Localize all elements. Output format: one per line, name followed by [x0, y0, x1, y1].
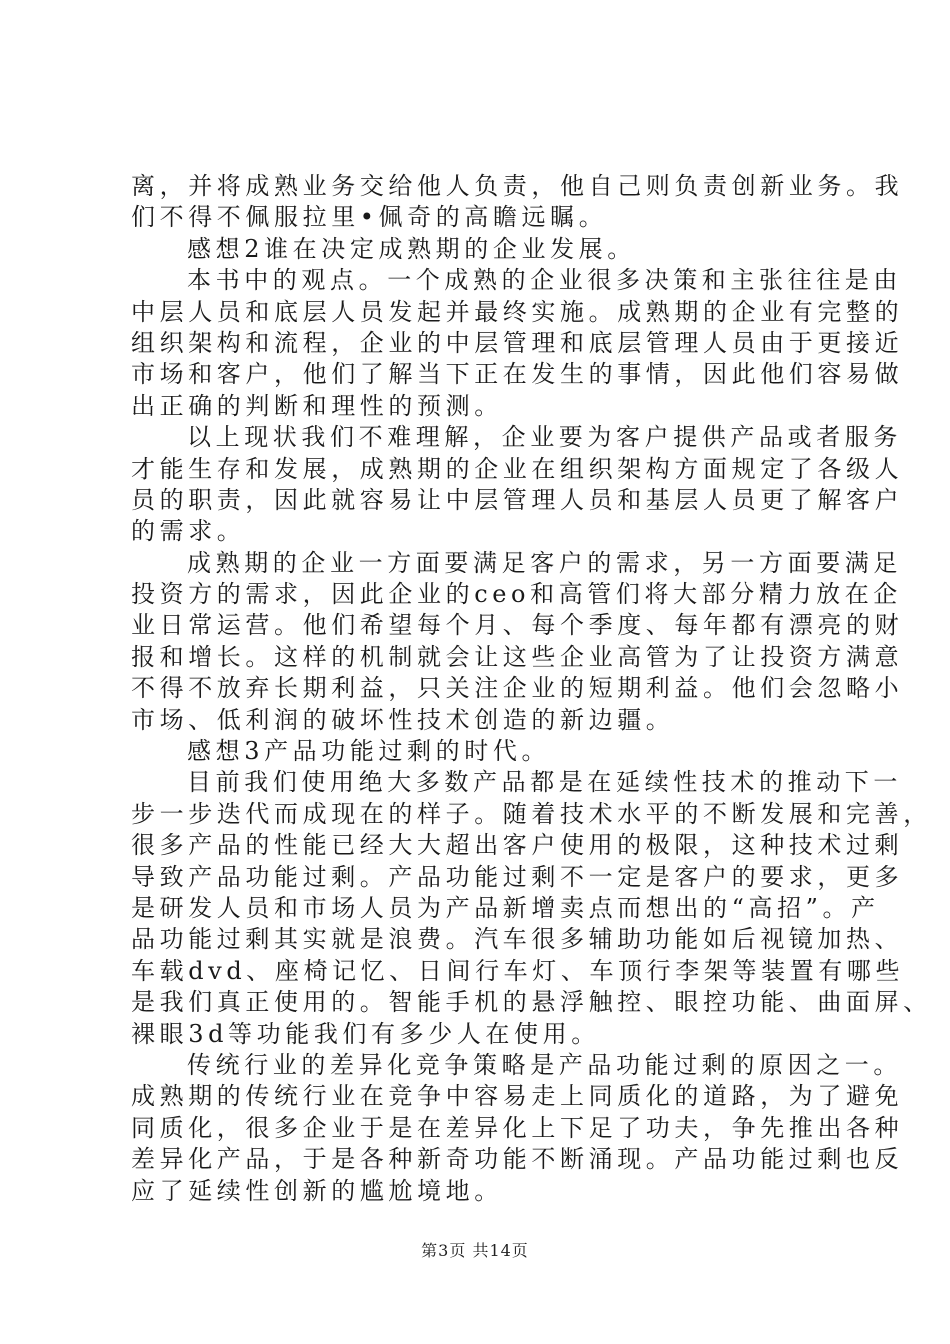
text-line: 业日常运营。他们希望每个月、每个季度、每年都有漂亮的财	[131, 611, 904, 640]
text-line: 品功能过剩其实就是浪费。汽车很多辅助功能如后视镜加热、	[131, 925, 904, 954]
text-line: 才能生存和发展，成熟期的企业在组织架构方面规定了各级人	[131, 454, 904, 483]
text-line: 们不得不佩服拉里•佩奇的高瞻远瞩。	[131, 203, 608, 232]
text-line: 市场和客户，他们了解当下正在发生的事情，因此他们容易做	[131, 360, 904, 389]
text-line: 本书中的观点。一个成熟的企业很多决策和主张往往是由	[187, 266, 902, 295]
text-line: 差异化产品，于是各种新奇功能不断涌现。产品功能过剩也反	[131, 1145, 904, 1174]
text-line: 传统行业的差异化竞争策略是产品功能过剩的原因之一。	[187, 1050, 902, 1079]
text-line: 步一步迭代而成现在的样子。随着技术水平的不断发展和完善，	[131, 799, 932, 828]
text-line: 车载dvd、座椅记忆、日间行车灯、车顶行李架等装置有哪些	[131, 956, 905, 985]
document-body	[131, 171, 932, 1207]
text-line: 离，并将成熟业务交给他人负责，他自己则负责创新业务。我	[131, 172, 904, 200]
text-line: 成熟期的传统行业在竞争中容易走上同质化的道路，为了避免	[131, 1082, 904, 1111]
text-line: 导致产品功能过剩。产品功能过剩不一定是客户的要求，更多	[131, 862, 904, 891]
text-line: 应了延续性创新的尴尬境地。	[131, 1176, 503, 1205]
text-line: 市场、低利润的破坏性技术创造的新边疆。	[131, 705, 675, 734]
text-line: 感想3产品功能过剩的时代。	[187, 737, 551, 766]
text-line: 投资方的需求，因此企业的ceo和高管们将大部分精力放在企	[131, 580, 902, 609]
text-line: 员的职责，因此就容易让中层管理人员和基层人员更了解客户	[131, 485, 904, 514]
page-footer: 第3页 共14页	[421, 1241, 529, 1260]
text-line: 是研发人员和市场人员为产品新增卖点而想出的“高招”。产	[131, 893, 880, 922]
text-line: 以上现状我们不难理解，企业要为客户提供产品或者服务	[187, 423, 902, 452]
text-line: 目前我们使用绝大多数产品都是在延续性技术的推动下一	[187, 768, 902, 797]
text-line: 报和增长。这样的机制就会让这些企业高管为了让投资方满意	[131, 642, 904, 671]
text-line: 中层人员和底层人员发起并最终实施。成熟期的企业有完整的	[131, 297, 904, 326]
text-line: 很多产品的性能已经大大超出客户使用的极限，这种技术过剩	[131, 831, 904, 860]
text-line: 同质化，很多企业于是在差异化上下足了功夫，争先推出各种	[131, 1113, 904, 1142]
text-line: 组织架构和流程，企业的中层管理和底层管理人员由于更接近	[131, 328, 904, 357]
text-line: 感想2谁在决定成熟期的企业发展。	[187, 234, 636, 263]
text-line: 成熟期的企业一方面要满足客户的需求，另一方面要满足	[187, 548, 902, 577]
text-line: 裸眼3d等功能我们有多少人在使用。	[131, 1019, 600, 1048]
text-line: 是我们真正使用的。智能手机的悬浮触控、眼控功能、曲面屏、	[131, 988, 932, 1017]
text-line: 出正确的判断和理性的预测。	[131, 391, 503, 420]
text-line: 不得不放弃长期利益，只关注企业的短期利益。他们会忽略小	[131, 674, 904, 703]
text-line: 的需求。	[131, 517, 246, 546]
